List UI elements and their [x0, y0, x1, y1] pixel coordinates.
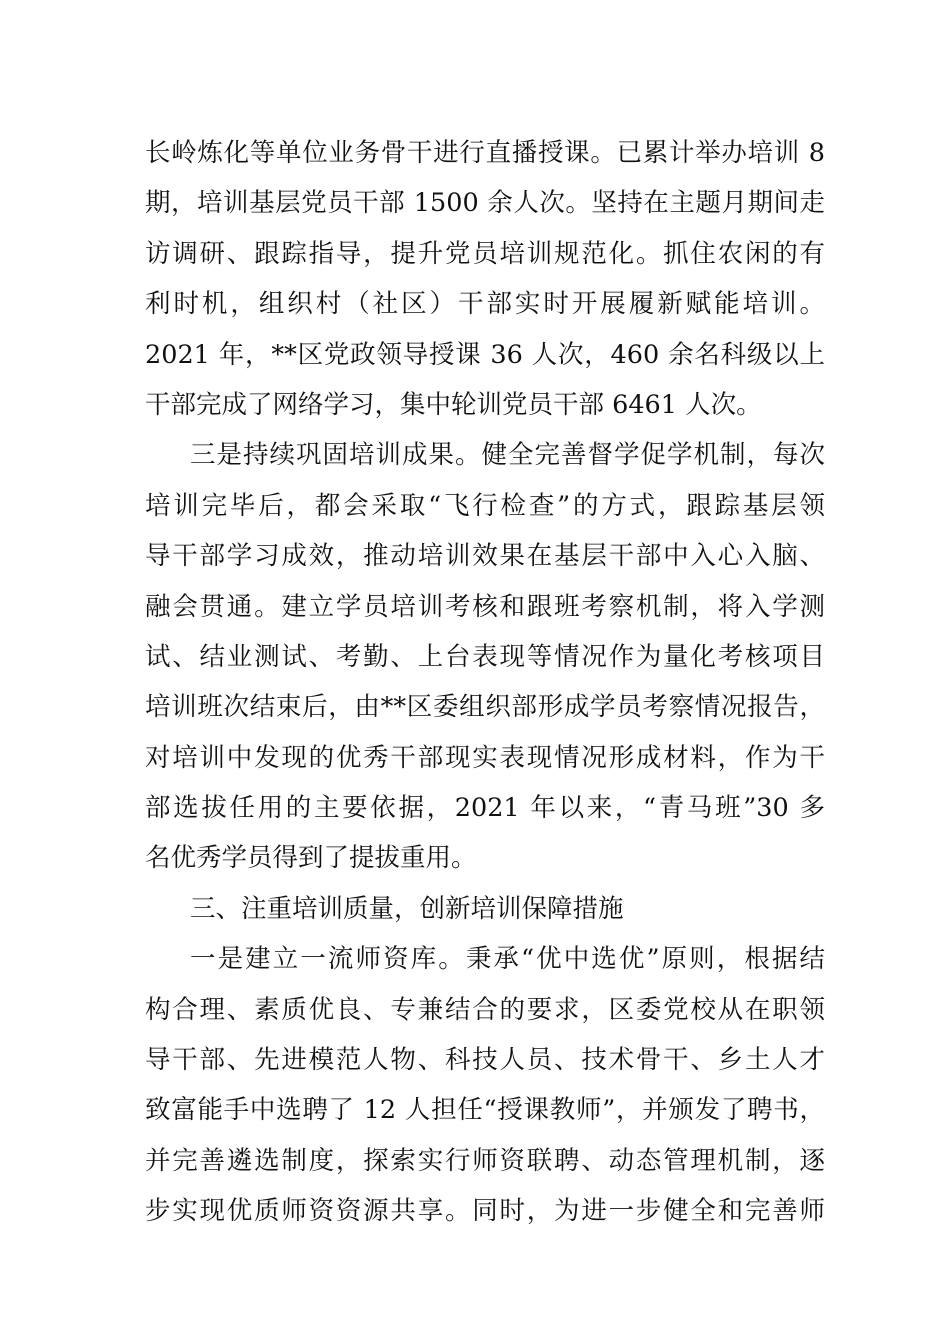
text-line: 三是持续巩固培训成果。健全完善督学促学机制，每次 — [190, 440, 825, 471]
text-line: 名优秀学员得到了提拔重用。 — [145, 843, 477, 874]
text-line: 2021 年，**区党政领导授课 36 人次，460 余名科级以上 — [145, 339, 825, 370]
text-line: 利时机，组织村（社区）干部实时开展履新赋能培训。 — [145, 289, 825, 320]
text-line: 并完善遴选制度，探索实行师资联聘、动态管理机制，逐 — [145, 1145, 825, 1176]
text-line: 构合理、素质优良、专兼结合的要求，区委党校从在职领 — [145, 994, 825, 1025]
text-line: 三、注重培训质量，创新培训保障措施 — [190, 893, 624, 924]
text-line: 致富能手中选聘了 12 人担任“授课教师”，并颁发了聘书， — [145, 1095, 825, 1126]
text-line: 干部完成了网络学习，集中轮训党员干部 6461 人次。 — [145, 389, 762, 420]
text-line: 培训完毕后，都会采取“飞行检查”的方式，跟踪基层领 — [145, 490, 825, 521]
body-text — [145, 128, 825, 1237]
text-line: 访调研、跟踪指导，提升党员培训规范化。抓住农闲的有 — [145, 238, 825, 269]
text-line: 期，培训基层党员干部 1500 余人次。坚持在主题月期间走 — [145, 188, 825, 219]
text-line: 试、结业测试、考勤、上台表现等情况作为量化考核项目 — [145, 641, 825, 672]
text-line: 步实现优质师资资源共享。同时，为进一步健全和完善师 — [145, 1196, 825, 1227]
text-line: 部选拔任用的主要依据，2021 年以来，“青马班”30 多 — [145, 793, 825, 824]
text-line: 导干部、先进模范人物、科技人员、技术骨干、乡土人才 — [145, 1045, 825, 1076]
text-line: 培训班次结束后，由**区委组织部形成学员考察情况报告， — [145, 692, 825, 723]
text-line: 对培训中发现的优秀干部现实表现情况形成材料，作为干 — [145, 742, 825, 773]
text-line: 导干部学习成效，推动培训效果在基层干部中入心入脑、 — [145, 541, 825, 572]
text-line: 融会贯通。建立学员培训考核和跟班考察机制，将入学测 — [145, 591, 825, 622]
text-line: 一是建立一流师资库。秉承“优中选优”原则，根据结 — [190, 944, 825, 975]
text-line: 长岭炼化等单位业务骨干进行直播授课。已累计举办培训 8 — [145, 138, 825, 168]
